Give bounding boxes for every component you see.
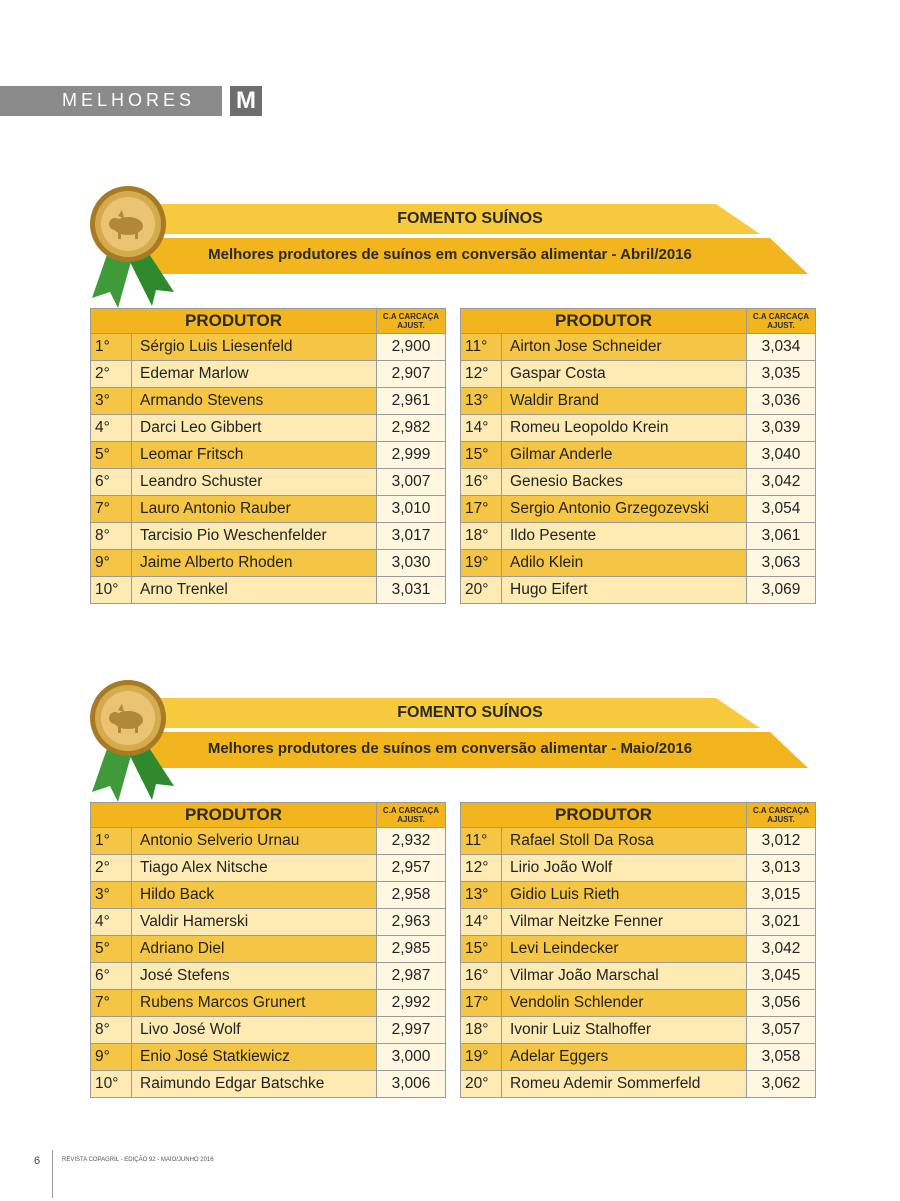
ca-value-cell: 3,062 [747,1071,816,1098]
producer-name-cell: Vilmar Neitzke Fenner [502,909,747,936]
ca-value-cell: 2,957 [377,855,446,882]
producer-name-cell: Valdir Hamerski [132,909,377,936]
ca-value-cell: 3,007 [377,469,446,496]
producer-name-cell: Romeu Leopoldo Krein [502,415,747,442]
table-row [461,550,816,577]
ca-value-cell: 3,017 [377,523,446,550]
rank-cell: 5° [91,442,132,469]
section-subtitle: Melhores produtores de suínos em conversão alimentar - Abril/2016 [208,246,692,263]
ca-value-cell: 2,985 [377,936,446,963]
rank-cell: 1° [91,334,132,361]
table-row [461,828,816,855]
table-row [461,990,816,1017]
rank-cell: 17° [461,990,502,1017]
ca-value-cell: 2,992 [377,990,446,1017]
rank-cell: 4° [91,415,132,442]
rank-cell: 19° [461,1044,502,1071]
table-row [461,936,816,963]
rank-cell: 9° [91,1044,132,1071]
rank-cell: 2° [91,855,132,882]
ca-value-cell: 3,069 [747,577,816,604]
producer-name-cell: Leomar Fritsch [132,442,377,469]
table-row [91,523,446,550]
producer-name-cell: Sérgio Luis Liesenfeld [132,334,377,361]
table-row [91,1044,446,1071]
table-row [461,963,816,990]
producer-name-cell: Gaspar Costa [502,361,747,388]
rank-cell: 16° [461,469,502,496]
producer-name-cell: Adelar Eggers [502,1044,747,1071]
producer-name-cell: Lauro Antonio Rauber [132,496,377,523]
producer-name-cell: Antonio Selverio Urnau [132,828,377,855]
table-row [91,577,446,604]
rank-cell: 8° [91,1017,132,1044]
ranking-section-may [0,680,900,1100]
ca-value-cell: 3,012 [747,828,816,855]
producer-name-cell: Ivonir Luiz Stalhoffer [502,1017,747,1044]
table-row [461,855,816,882]
table-row [91,963,446,990]
rank-cell: 15° [461,442,502,469]
col-ca-carcaca: C.A CARCAÇA AJUST. [747,803,816,828]
rank-cell: 3° [91,882,132,909]
producer-name-cell: Airton Jose Schneider [502,334,747,361]
rank-cell: 14° [461,909,502,936]
producer-name-cell: Tiago Alex Nitsche [132,855,377,882]
table-row [91,442,446,469]
producer-name-cell: Enio José Statkiewicz [132,1044,377,1071]
table-row [91,909,446,936]
producer-name-cell: Adriano Diel [132,936,377,963]
table-row [91,936,446,963]
ca-value-cell: 2,999 [377,442,446,469]
pig-medal-icon [88,680,188,810]
producer-name-cell: Romeu Ademir Sommerfeld [502,1071,747,1098]
producer-name-cell: Gidio Luis Rieth [502,882,747,909]
ranking-table-right [460,802,816,1098]
ca-value-cell: 3,015 [747,882,816,909]
table-row [461,882,816,909]
section-title: FOMENTO SUÍNOS [397,210,543,227]
table-row [91,415,446,442]
ca-value-cell: 3,010 [377,496,446,523]
rank-cell: 5° [91,936,132,963]
table-row [91,1017,446,1044]
page-number: 6 [34,1155,41,1167]
ca-value-cell: 3,045 [747,963,816,990]
rank-cell: 13° [461,882,502,909]
ca-value-cell: 2,982 [377,415,446,442]
header-mark: M [230,86,262,116]
producer-name-cell: Vendolin Schlender [502,990,747,1017]
ca-value-cell: 2,900 [377,334,446,361]
table-row [461,496,816,523]
pig-medal-icon [88,186,188,316]
ca-value-cell: 2,987 [377,963,446,990]
producer-name-cell: Darci Leo Gibbert [132,415,377,442]
table-row [461,469,816,496]
producer-name-cell: Genesio Backes [502,469,747,496]
producer-name-cell: Vilmar João Marschal [502,963,747,990]
rank-cell: 11° [461,334,502,361]
ca-value-cell: 3,054 [747,496,816,523]
ca-value-cell: 2,907 [377,361,446,388]
table-row [461,415,816,442]
col-produtor: PRODUTOR [91,309,377,334]
ca-value-cell: 3,058 [747,1044,816,1071]
ca-value-cell: 2,932 [377,828,446,855]
col-ca-carcaca: C.A CARCAÇA AJUST. [747,309,816,334]
ca-value-cell: 3,042 [747,936,816,963]
table-row [461,334,816,361]
producer-name-cell: Ildo Pesente [502,523,747,550]
header-label: MELHORES [62,90,196,110]
ca-value-cell: 2,958 [377,882,446,909]
rank-cell: 8° [91,523,132,550]
rank-cell: 18° [461,523,502,550]
table-row [91,855,446,882]
col-ca-carcaca: C.A CARCAÇA AJUST. [377,803,446,828]
rank-cell: 15° [461,936,502,963]
producer-name-cell: Lirio João Wolf [502,855,747,882]
rank-cell: 20° [461,577,502,604]
ranking-table-left [90,802,446,1098]
table-row [461,1071,816,1098]
table-row [461,577,816,604]
producer-name-cell: Gilmar Anderle [502,442,747,469]
ca-value-cell: 3,042 [747,469,816,496]
ca-value-cell: 3,021 [747,909,816,936]
ca-value-cell: 3,036 [747,388,816,415]
ca-value-cell: 3,013 [747,855,816,882]
table-row [461,1017,816,1044]
producer-name-cell: Jaime Alberto Rhoden [132,550,377,577]
rank-cell: 7° [91,496,132,523]
section-subtitle: Melhores produtores de suínos em conversão alimentar - Maio/2016 [207,740,693,757]
producer-name-cell: Tarcisio Pio Weschenfelder [132,523,377,550]
producer-name-cell: Sergio Antonio Grzegozevski [502,496,747,523]
rank-cell: 6° [91,963,132,990]
producer-name-cell: Armando Stevens [132,388,377,415]
rank-cell: 10° [91,1071,132,1098]
rank-cell: 4° [91,909,132,936]
ca-value-cell: 2,997 [377,1017,446,1044]
table-row [91,1071,446,1098]
table-row [91,469,446,496]
ca-value-cell: 3,030 [377,550,446,577]
rank-cell: 2° [91,361,132,388]
section-title: FOMENTO SUÍNOS [397,704,543,721]
producer-name-cell: Hildo Back [132,882,377,909]
table-row [91,334,446,361]
producer-name-cell: Edemar Marlow [132,361,377,388]
table-row [91,882,446,909]
rank-cell: 18° [461,1017,502,1044]
table-row [91,388,446,415]
rank-cell: 19° [461,550,502,577]
ca-value-cell: 3,006 [377,1071,446,1098]
producer-name-cell: Rafael Stoll Da Rosa [502,828,747,855]
ranking-table-left [90,308,446,604]
producer-name-cell: Levi Leindecker [502,936,747,963]
rank-cell: 1° [91,828,132,855]
ca-value-cell: 3,034 [747,334,816,361]
producer-name-cell: José Stefens [132,963,377,990]
ca-value-cell: 2,961 [377,388,446,415]
producer-name-cell: Arno Trenkel [132,577,377,604]
table-row [91,990,446,1017]
rank-cell: 6° [91,469,132,496]
producer-name-cell: Waldir Brand [502,388,747,415]
table-row [461,361,816,388]
ranking-table-right [460,308,816,604]
table-row [461,523,816,550]
rank-cell: 20° [461,1071,502,1098]
rank-cell: 3° [91,388,132,415]
table-row [91,828,446,855]
producer-name-cell: Hugo Eifert [502,577,747,604]
ca-value-cell: 3,056 [747,990,816,1017]
ca-value-cell: 3,039 [747,415,816,442]
rank-cell: 13° [461,388,502,415]
ca-value-cell: 3,063 [747,550,816,577]
ca-value-cell: 3,035 [747,361,816,388]
rank-cell: 9° [91,550,132,577]
rank-cell: 14° [461,415,502,442]
rank-cell: 10° [91,577,132,604]
rank-cell: 12° [461,855,502,882]
rank-cell: 11° [461,828,502,855]
ca-value-cell: 3,000 [377,1044,446,1071]
table-row [461,388,816,415]
table-row [461,909,816,936]
rank-cell: 17° [461,496,502,523]
producer-name-cell: Rubens Marcos Grunert [132,990,377,1017]
col-produtor: PRODUTOR [461,803,747,828]
producer-name-cell: Livo José Wolf [132,1017,377,1044]
footer-text: REVISTA COPAGRIL - EDIÇÃO 92 - MAIO/JUNHO 2016 [62,1157,214,1163]
footer-divider [52,1150,53,1198]
producer-name-cell: Leandro Schuster [132,469,377,496]
table-row [91,550,446,577]
table-row [91,496,446,523]
ca-value-cell: 3,057 [747,1017,816,1044]
producer-name-cell: Raimundo Edgar Batschke [132,1071,377,1098]
ca-value-cell: 3,040 [747,442,816,469]
ca-value-cell: 2,963 [377,909,446,936]
producer-name-cell: Adilo Klein [502,550,747,577]
table-row [461,1044,816,1071]
rank-cell: 16° [461,963,502,990]
col-ca-carcaca: C.A CARCAÇA AJUST. [377,309,446,334]
rank-cell: 7° [91,990,132,1017]
rank-cell: 12° [461,361,502,388]
ca-value-cell: 3,061 [747,523,816,550]
table-row [91,361,446,388]
ca-value-cell: 3,031 [377,577,446,604]
col-produtor: PRODUTOR [461,309,747,334]
ranking-section-april [0,186,900,606]
table-row [461,442,816,469]
col-produtor: PRODUTOR [91,803,377,828]
